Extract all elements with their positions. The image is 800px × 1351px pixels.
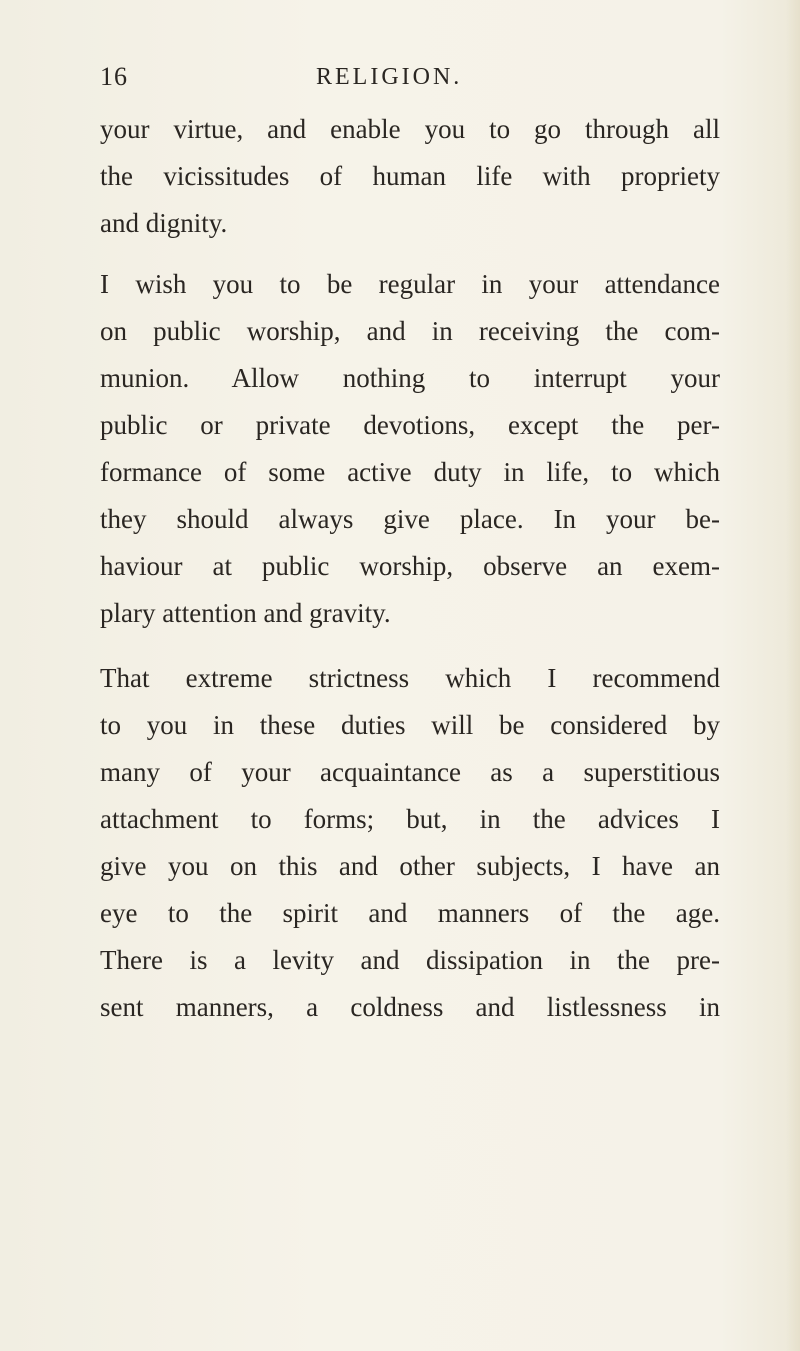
text-line: your virtue, and enable you to go through all	[100, 114, 720, 144]
text-line: the vicissitudes of human life with propriety	[100, 161, 720, 191]
text-line: plary attention and gravity.	[100, 598, 391, 628]
text-line: eye to the spirit and manners of the age.	[100, 898, 720, 928]
text-line: formance of some active duty in life, to which	[100, 457, 720, 487]
running-header	[100, 62, 700, 98]
text-line: to you in these duties will be considered by	[100, 710, 720, 740]
text-line: they should always give place. In your be-	[100, 504, 720, 534]
body-text	[100, 106, 720, 1047]
page-number: 16	[100, 62, 128, 91]
text-line: munion. Allow nothing to interrupt your	[100, 363, 720, 393]
paragraph-1	[100, 106, 720, 247]
text-line: sent manners, a coldness and listlessness in	[100, 992, 720, 1022]
text-line: and dignity.	[100, 208, 228, 238]
text-line: public or private devotions, except the per-	[100, 410, 720, 440]
text-line: give you on this and other subjects, I have an	[100, 851, 720, 881]
running-title: RELIGION.	[316, 64, 463, 90]
text-line: many of your acquaintance as a superstitious	[100, 757, 720, 787]
text-line: There is a levity and dissipation in the pre-	[100, 945, 720, 975]
text-line: attachment to forms; but, in the advices I	[100, 804, 720, 834]
text-line: That extreme strictness which I recommend	[100, 663, 720, 693]
text-line: haviour at public worship, observe an exem-	[100, 551, 720, 581]
paragraph-2	[100, 261, 720, 637]
page-edge-shadow	[786, 0, 800, 1351]
text-line: on public worship, and in receiving the com-	[100, 316, 720, 346]
paragraph-3	[100, 655, 720, 1031]
text-line: I wish you to be regular in your attendance	[100, 269, 720, 299]
